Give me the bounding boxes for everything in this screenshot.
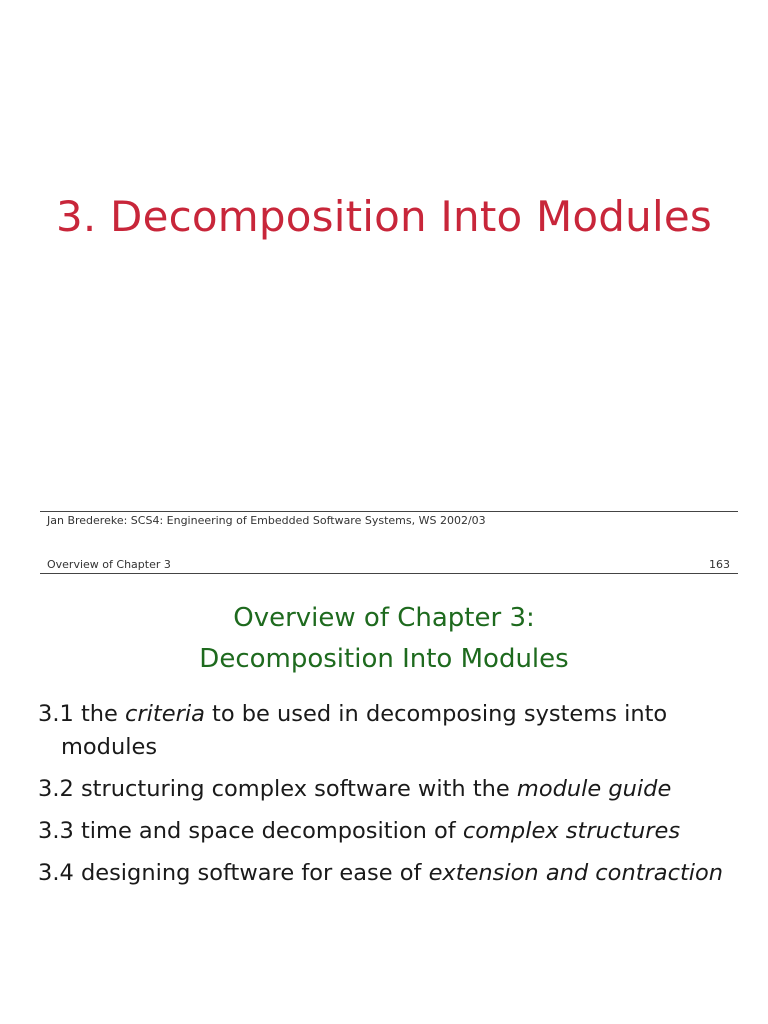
list-item: [38, 815, 738, 848]
overview-title-line-2: Decomposition Into Modules: [199, 644, 569, 674]
overview-title: [0, 598, 768, 680]
item-continuation: modules: [61, 734, 158, 760]
slide-top: [0, 0, 768, 511]
header-divider: [40, 573, 738, 574]
running-header: Overview of Chapter 3: [47, 558, 171, 571]
item-emphasis: complex structures: [462, 818, 681, 844]
chapter-title: 3. Decomposition Into Modules: [56, 192, 712, 241]
item-emphasis: module guide: [516, 776, 672, 802]
list-item: [38, 698, 738, 764]
item-text: designing software for ease of: [73, 860, 429, 886]
item-emphasis: extension and contraction: [428, 860, 724, 886]
page-number: 163: [709, 558, 730, 571]
overview-list: [38, 698, 738, 899]
list-item: [38, 773, 738, 806]
item-text: to be used in decomposing systems into: [204, 701, 668, 727]
item-number: 3.2: [38, 776, 74, 802]
item-text: time and space decomposition of: [73, 818, 463, 844]
item-number: 3.3: [38, 818, 74, 844]
item-emphasis: criteria: [125, 701, 205, 727]
list-item: [38, 857, 738, 890]
slide-footer: Jan Bredereke: SCS4: Engineering of Embedded Software Systems, WS 2002/03: [47, 514, 486, 527]
overview-title-line-1: Overview of Chapter 3:: [233, 603, 535, 633]
item-number: 3.4: [38, 860, 74, 886]
item-text: structuring complex software with the: [73, 776, 517, 802]
item-text: the: [73, 701, 126, 727]
footer-divider: [40, 511, 738, 512]
item-number: 3.1: [38, 701, 74, 727]
